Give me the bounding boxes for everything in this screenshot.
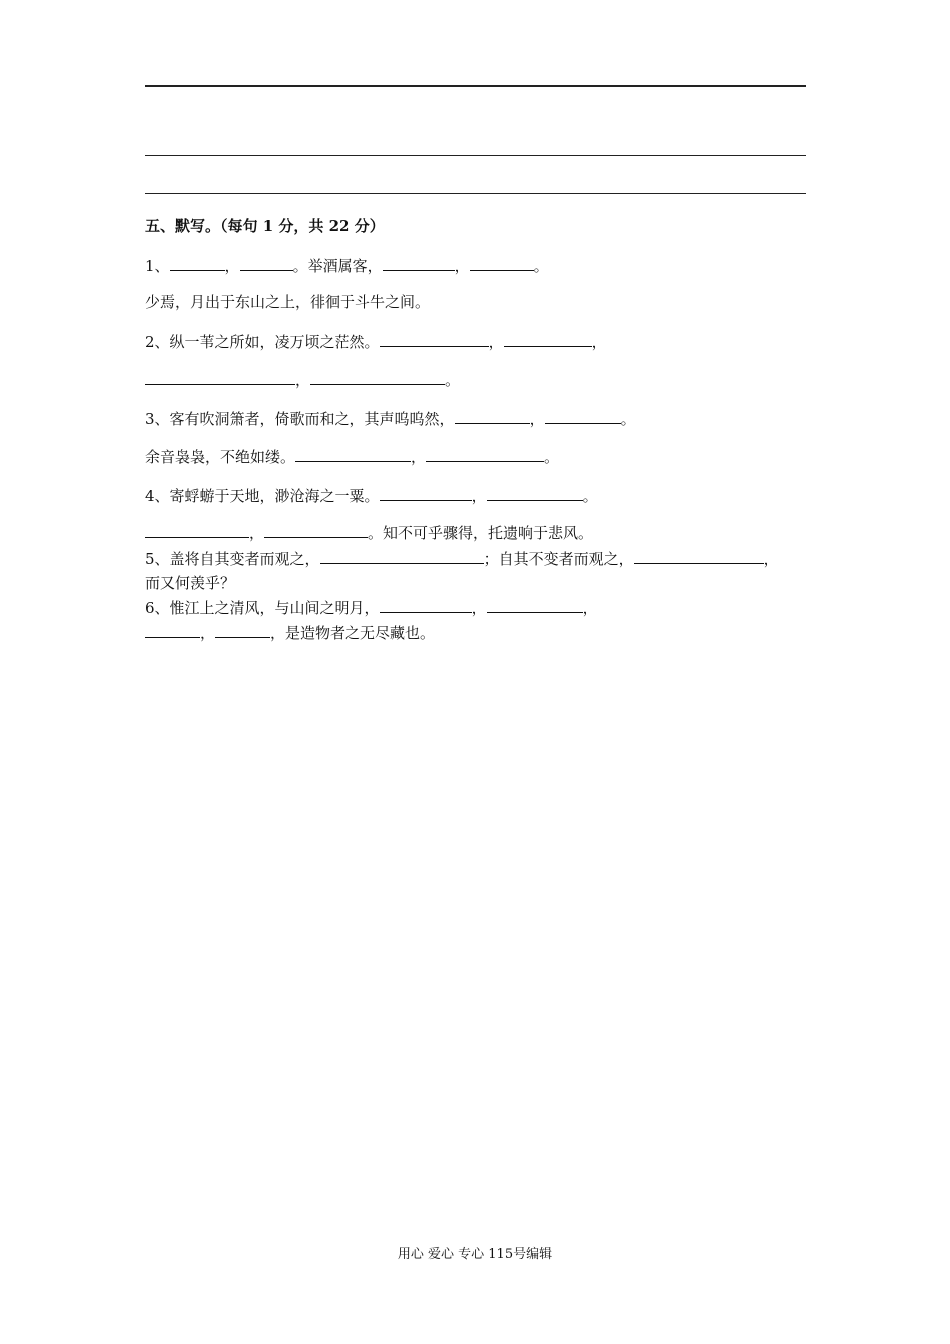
fill-blank[interactable] (380, 485, 472, 501)
question-2-line-2 (145, 369, 460, 390)
answer-line-3 (145, 193, 806, 194)
fill-blank[interactable] (145, 622, 200, 638)
fill-blank[interactable] (383, 255, 455, 271)
fill-blank[interactable] (545, 408, 621, 424)
question-number: 3、 (145, 410, 170, 428)
punct: 。 (533, 257, 549, 275)
punct: ， (200, 624, 216, 642)
fill-blank[interactable] (455, 408, 530, 424)
fill-blank[interactable] (487, 597, 583, 613)
punct: ， (471, 487, 487, 505)
punct: 。 (544, 448, 560, 466)
punct: ， (411, 448, 427, 466)
question-1 (145, 255, 549, 276)
question-text: 知不可乎骤得，托遗响于悲风。 (383, 524, 594, 542)
fill-blank[interactable] (170, 255, 225, 271)
punct: ， (295, 371, 311, 389)
fill-blank[interactable] (215, 622, 270, 638)
punct: ， (454, 257, 470, 275)
footer-text: 用心 爱心 专心 115号编辑 (397, 1247, 553, 1262)
punct: ； (483, 550, 499, 568)
fill-blank[interactable] (264, 522, 368, 538)
fill-blank[interactable] (487, 485, 583, 501)
question-text: 是造物者之无尽藏也。 (285, 624, 436, 642)
question-number: 5、 (145, 550, 170, 568)
fill-blank[interactable] (470, 255, 534, 271)
question-text: 惟江上之清风，与山间之明月， (169, 599, 380, 617)
fill-blank[interactable] (380, 597, 472, 613)
fill-blank[interactable] (504, 331, 592, 347)
question-4-line-2 (145, 522, 593, 543)
question-5 (145, 548, 779, 569)
punct: 。 (292, 257, 308, 275)
question-3 (145, 408, 636, 429)
question-text: 举酒属客， (307, 257, 383, 275)
punct: ， (270, 624, 286, 642)
punct: 。 (582, 487, 598, 505)
fill-blank[interactable] (320, 548, 484, 564)
punct: ， (224, 257, 240, 275)
page-footer (0, 1246, 950, 1264)
section-heading-text: 五、默写。（每句 1 分，共 22 分） (145, 217, 385, 235)
fill-blank[interactable] (145, 369, 295, 385)
punct: ， (763, 550, 779, 568)
question-text: 自其不变者而观之， (498, 550, 634, 568)
fill-blank[interactable] (240, 255, 293, 271)
question-4 (145, 485, 598, 506)
question-1-line-2 (145, 292, 430, 312)
fill-blank[interactable] (295, 446, 411, 462)
punct: 。 (445, 371, 461, 389)
question-number: 1、 (145, 257, 170, 275)
fill-blank[interactable] (145, 522, 249, 538)
question-text: 寄蜉蝣于天地，渺沧海之一粟。 (169, 487, 380, 505)
section-heading (145, 216, 385, 236)
punct: 。 (368, 524, 384, 542)
question-text: 盖将自其变者而观之， (169, 550, 320, 568)
punct: ， (249, 524, 265, 542)
punct: ， (529, 410, 545, 428)
question-text: 余音袅袅，不绝如缕。 (145, 448, 296, 466)
fill-blank[interactable] (380, 331, 489, 347)
question-2 (145, 331, 607, 352)
fill-blank[interactable] (634, 548, 764, 564)
punct: ， (591, 333, 607, 351)
punct: 。 (620, 410, 636, 428)
question-6 (145, 597, 598, 618)
punct: ， (582, 599, 598, 617)
question-text: 少焉，月出于东山之上，徘徊于斗牛之间。 (145, 293, 431, 311)
question-text: 客有吹洞箫者，倚歌而和之，其声呜呜然， (169, 410, 455, 428)
fill-blank[interactable] (310, 369, 445, 385)
punct: ， (471, 599, 487, 617)
question-text: 而又何羡乎？ (145, 574, 236, 592)
question-number: 2、 (145, 333, 170, 351)
fill-blank[interactable] (426, 446, 544, 462)
question-6-line-2 (145, 622, 435, 643)
answer-line-1 (145, 85, 806, 87)
punct: ， (488, 333, 504, 351)
answer-line-2 (145, 155, 806, 156)
question-number: 4、 (145, 487, 170, 505)
question-number: 6、 (145, 599, 170, 617)
question-5-line-2 (145, 573, 235, 593)
question-3-line-2 (145, 446, 559, 467)
question-text: 纵一苇之所如，凌万顷之茫然。 (169, 333, 380, 351)
